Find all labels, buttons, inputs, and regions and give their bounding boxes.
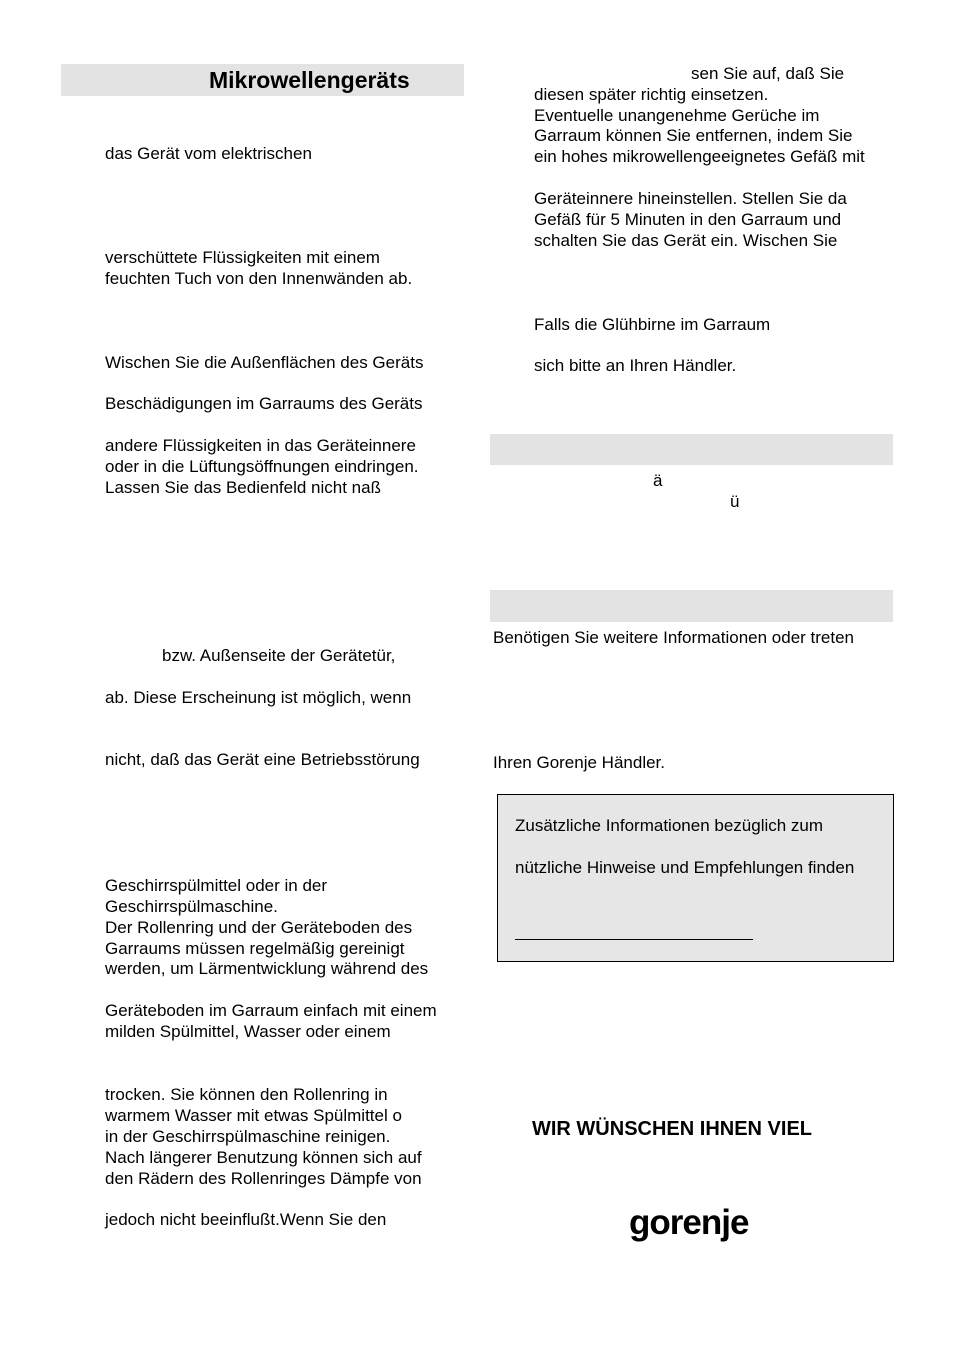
text-line: Gefäß für 5 Minuten in den Garraum und: [534, 210, 842, 229]
text-line: Garraums müssen regelmäßig gereinigt: [105, 939, 405, 958]
text-line: Ihren Gorenje Händler.: [493, 753, 665, 772]
text-fragment: ü: [730, 492, 740, 511]
section-header-bar: [490, 434, 893, 465]
text-line: schalten Sie das Gerät ein. Wischen Sie: [534, 231, 838, 250]
text-line: in der Geschirrspülmaschine reinigen.: [105, 1127, 391, 1146]
text-line: milden Spülmittel, Wasser oder einem: [105, 1022, 391, 1041]
text-line: Geräteboden im Garraum einfach mit einem: [105, 1001, 437, 1020]
text-line: Geschirrspülmaschine.: [105, 897, 278, 916]
text-line: verschüttete Flüssigkeiten mit einem: [105, 248, 380, 267]
text-line: Der Rollenring und der Geräteboden des: [105, 918, 413, 937]
text-line: jedoch nicht beeinflußt.Wenn Sie den: [105, 1210, 387, 1229]
text-line: Geräteinnere hineinstellen. Stellen Sie da: [534, 189, 847, 208]
text-line: andere Flüssigkeiten in das Geräteinnere: [105, 436, 416, 455]
closing-greeting: WIR WÜNSCHEN IHNEN VIEL: [532, 1118, 812, 1140]
text-line: nicht, daß das Gerät eine Betriebsstörung: [105, 750, 420, 769]
text-line: warmem Wasser mit etwas Spülmittel o: [105, 1106, 402, 1125]
text-line: diesen später richtig einsetzen.: [534, 85, 769, 104]
info-box-line: Zusätzliche Informationen bezüglich zum: [515, 816, 824, 835]
text-line: bzw. Außenseite der Gerätetür,: [162, 646, 396, 665]
text-line: Nach längerer Benutzung können sich auf: [105, 1148, 422, 1167]
gorenje-logo: gorenje: [629, 1203, 749, 1242]
text-line: oder in die Lüftungsöffnungen eindringen.: [105, 457, 419, 476]
text-line: den Rädern des Rollenringes Dämpfe von: [105, 1169, 422, 1188]
text-line: ein hohes mikrowellengeeignetes Gefäß mit: [534, 147, 865, 166]
info-box-line: nützliche Hinweise und Empfehlungen finden: [515, 858, 855, 877]
text-line: Benötigen Sie weitere Informationen oder treten: [493, 628, 855, 647]
text-line: Beschädigungen im Garraums des Geräts: [105, 394, 423, 413]
text-line: das Gerät vom elektrischen: [105, 144, 312, 163]
text-line: feuchten Tuch von den Innenwänden ab.: [105, 269, 413, 288]
text-line: Garraum können Sie entfernen, indem Sie: [534, 126, 853, 145]
section-title: Mikrowellengeräts: [209, 67, 410, 93]
text-line: ab. Diese Erscheinung ist möglich, wenn: [105, 688, 412, 707]
text-line: Eventuelle unangenehme Gerüche im: [534, 106, 820, 125]
text-line: Falls die Glühbirne im Garraum: [534, 315, 771, 334]
info-box-underline: [515, 939, 753, 940]
text-line: sen Sie auf, daß Sie: [691, 64, 845, 83]
text-line: Geschirrspülmittel oder in der: [105, 876, 328, 895]
section-header-bar: [490, 590, 893, 622]
text-line: sich bitte an Ihren Händler.: [534, 356, 737, 375]
text-fragment: ä: [653, 471, 663, 490]
text-line: Lassen Sie das Bedienfeld nicht naß: [105, 478, 381, 497]
text-line: werden, um Lärmentwicklung während des: [105, 959, 429, 978]
text-line: trocken. Sie können den Rollenring in: [105, 1085, 388, 1104]
text-line: Wischen Sie die Außenflächen des Geräts: [105, 353, 424, 372]
